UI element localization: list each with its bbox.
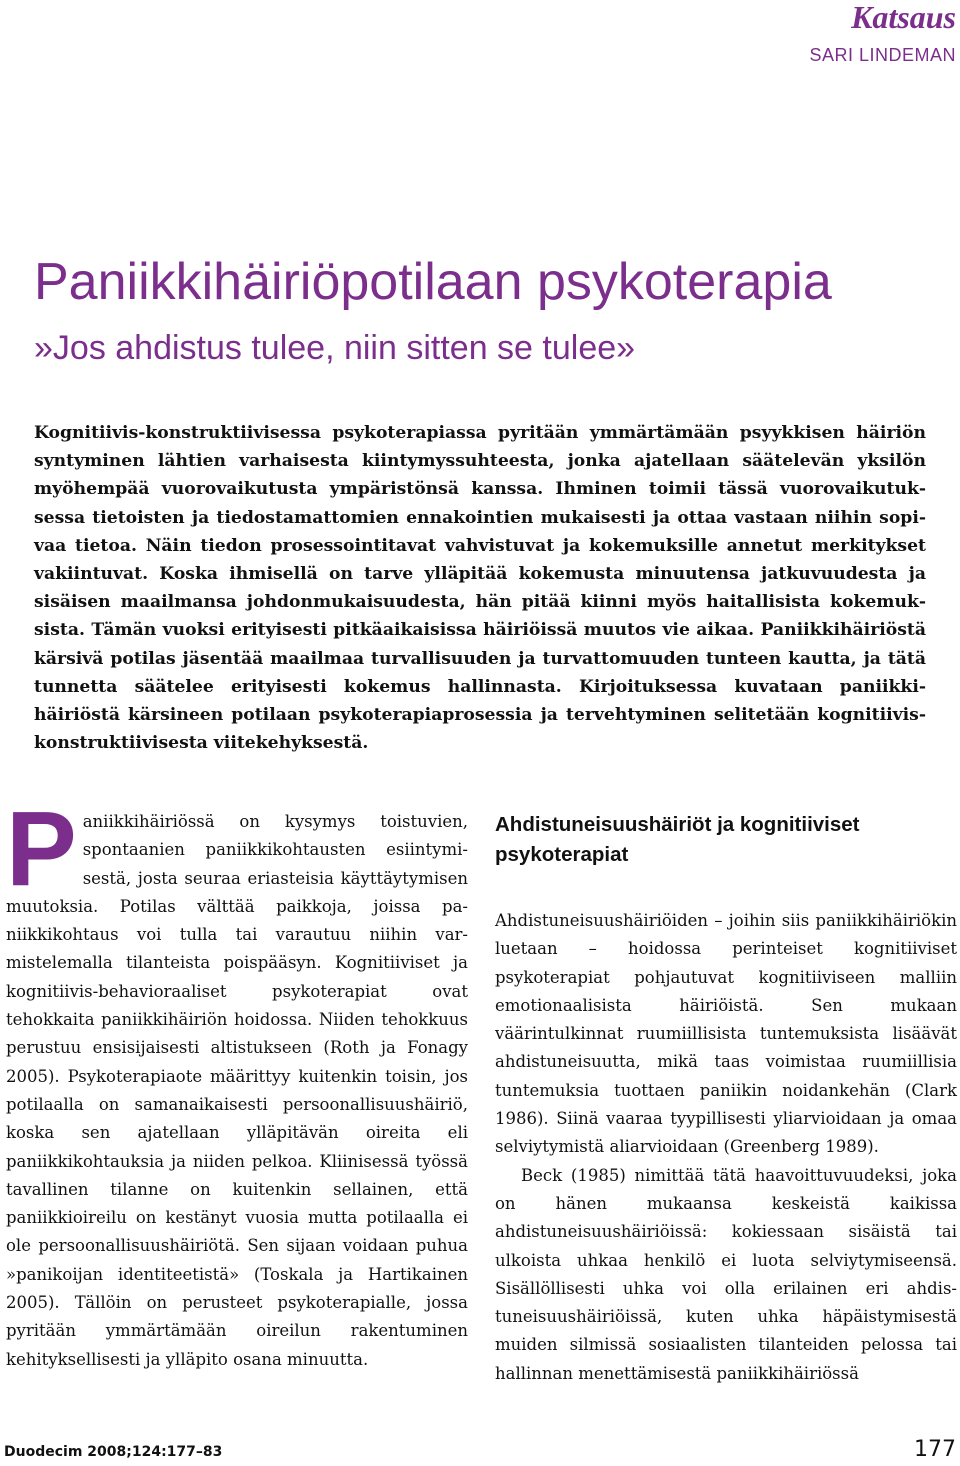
section-heading: Ahdistuneisuushäiriöt ja kognitiiviset psykoterapiat [495,813,860,866]
intro-paragraph [6,790,468,1374]
abstract: Kognitiivis-konstruktiivisessa psykoterapiassa pyritään ymmärtämään psyykkisen häiriön syntyminen lähtien varhaisesta kiintymyssuhteesta, jonka ajatellaan säätelevän yksilön myöhempää vuorovaikutusta ympäristönsä kanssa. Ihminen toimii tässä vuorovaikutuksessa tietoisten ja tiedostamattomien ennakointien mukaisesti ja ottaa vastaan niihin sopivaa tietoa. Näin tiedon prosessointitavat vahvistuvat ja kokemuksille annetut merkitykset vakiintuvat. Koska ihmisellä on tarve ylläpitää kokemusta minuutensa jatkuvuudesta ja sisäisen maailmansa johdonmukaisuudesta, hän pitää kiinni myös haitallisista kokemuksista. Tämän vuoksi erityisesti pitkäaikaisissa häiriöissä muutos vie aikaa. Paniikkihäiriöstä kärsivä potilas jäsentää maailmaa turvallisuuden ja turvattomuuden tunteen kautta, ja tätä tunnetta säätelee erityisesti kokemus hallinnasta. Kirjoituksessa kuvataan paniikkihäiriöstä kärsineen potilaan psykoterapiaprosessia ja tervehtyminen selitetään kognitiiviskonstruktiivisesta viitekehyksestä. [34,423,926,754]
section-label: Katsaus [851,0,956,35]
right-column [495,808,957,1388]
page-number: 177 [914,1437,956,1462]
left-column [6,790,468,1374]
journal-citation: Duodecim 2008;124:177–83 [4,1444,223,1460]
body-paragraph-1: Ahdistuneisuushäiriöiden – joihin siis paniikkihäiriökin luetaan – hoidossa perinteiset kognitiiviset psykoterapiat pohjautuvat kognitiiviseen malliin emotionaalisista häiriöistä. Sen mukaan väärintulkinnat ruumiillisista tuntemuksista lisäävät ahdistuneisuutta, mikä taas voimistaa ruumiillisia tuntemuksia tuottaen paniikin noidankehän (Clark 1986). Siinä vaaraa tyypillisesti yliarvioidaan ja omaa selviytymistä aliarvioidaan (Greenberg 1989). [495,911,957,1157]
intro-text: aniikkihäiriössä on kysymys toistuvien, spontaanien paniikkikohtausten esiintymisestä, josta seuraa eriasteisia käyttäytymisen muutoksia. Potilas välttää paikkoja, joissa paniikkikohtaus voi tulla tai varautuu niihin varmistelemalla tilanteista poispääsyn. Kognitiiviset ja kognitiivis-behavioraaliset psykoterapiat ovat tehokkaita paniikkihäiriön hoidossa. Niiden tehokkuus perustuu ensisijaisesti altistukseen (Roth ja Fonagy 2005). Psykoterapiaote määrittyy kuitenkin toisin, jos potilaalla on samanaikaisesti persoonallisuushäiriö, koska sen ajatellaan ylläpitävän oireita eli paniikkikohtauksia ja niiden pelkoa. Kliinisessä työssä tavallinen tilanne on kuitenkin sellainen, että paniikkioireilu on kestänyt vuosia mutta potilaalla ei ole persoonallisuushäiriötä. Sen sijaan voidaan puhua »panikoijan identiteetistä» (Toskala ja Hartikainen 2005). Tällöin on perusteet psykoterapialle, jossa pyritään ymmärtämään oireilun rakentuminen kehityksellisesti ja ylläpito osana minuutta. [6,812,468,1369]
body-paragraph-2: Beck (1985) nimittää tätä haavoittuvuudeksi, joka on hänen mukaansa keskeistä kaikissa ahdistuneisuushäiriöissä: kokiessaan sisäistä tai ulkoista uhkaa henkilö ei luota selviytymiseensä. Sisällöllisesti uhka voi olla erilainen eri ahdistuneisuushäiriöissä, kuten uhka häpäistymisestä muiden silmissä sosiaalisten tilanteiden pelossa tai hallinnan menettämisestä paniikkihäiriössä [495,1165,957,1383]
article-title: Paniikkihäiriöpotilaan psykoterapia [34,253,832,311]
heading-gap [495,870,957,907]
article-subtitle: »Jos ahdistus tulee, niin sitten se tulee» [34,329,636,367]
author-name: SARI LINDEMAN [809,45,956,65]
drop-cap: P [6,790,77,908]
